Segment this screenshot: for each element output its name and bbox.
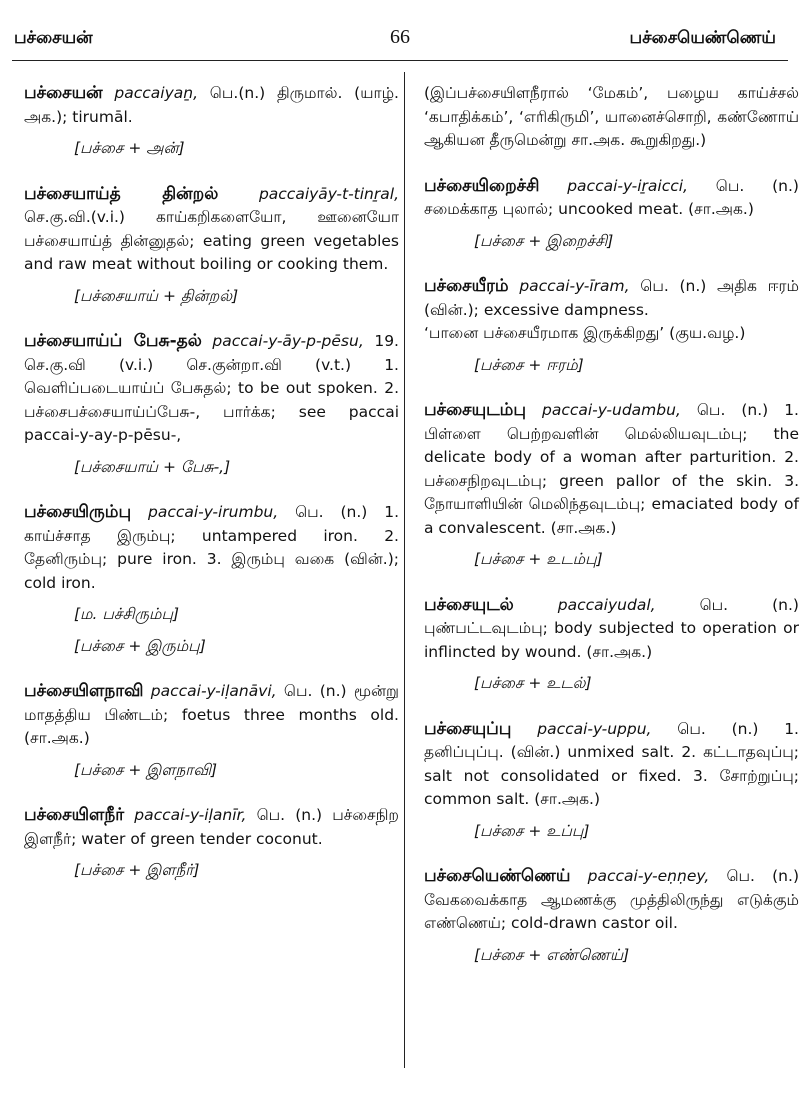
page-header: [0, 0, 800, 66]
dictionary-entry: [424, 594, 799, 696]
entry-transliteration: paccaiyudal,: [557, 595, 656, 614]
usage-example: ‘பானை பச்சையீரமாக இருக்கிறது’ (குய.வழ.): [424, 324, 746, 342]
entry-body: பெ.(n.) திருமால். (யாழ். அக.); tirumāl.: [24, 84, 399, 126]
etymology: [பச்சை + இளநீர்]: [74, 861, 200, 879]
right-running-head: பச்சையெண்ணெய்: [629, 28, 776, 48]
etymology: [பச்சை + உடல்]: [474, 674, 592, 692]
entry-definition: [24, 680, 399, 751]
entry-definition: [424, 175, 799, 222]
etymology: [பச்சை + இறைச்சி]: [474, 231, 614, 250]
etymology: [பச்சை + அன்]: [74, 139, 185, 157]
entry-body: பெ. (n.) 1. காய்ச்சாத இரும்பு; untampered iron. 2. தேனிரும்பு; pure iron. 3. இரும்பு வகை (வின்.); cold iron.: [24, 503, 399, 592]
entry-headword: பச்சையன்: [24, 83, 103, 103]
entry-body: பெ. (n.) புண்பட்டவுடம்பு; body subjected to operation or inflincted by wound. (சா.அக.): [424, 595, 799, 661]
dictionary-entry: [424, 865, 799, 967]
entry-definition: [424, 399, 799, 540]
continuation-text: (இப்பச்சையிளநீரால் ‘மேகம்’, பழைய காய்ச்சல் ‘கபாதிக்கம்’, ‘எரிகிருமி’, யானைச்சொறி, கண்ணோய் ஆகியன தீருமென்று சா.அக. கூறுகிறது.): [424, 84, 799, 149]
entry-body: பெ. (n.) வேகவைக்காத ஆமணக்கு முத்திலிருந்து எடுக்கும் எண்ணெய்; cold-drawn castor oil.: [424, 867, 799, 932]
entry-transliteration: paccai-y-eṇṇey,: [587, 867, 710, 885]
dictionary-entry: [24, 680, 399, 782]
entry-transliteration: paccaiyāy-t-tinṟal,: [258, 184, 399, 203]
entry-body: பெ. (n.) அதிக ஈரம் (வின்.); excessive dampness.: [424, 277, 799, 319]
entry-transliteration: paccai-y-udambu,: [542, 401, 681, 419]
entry-headword: பச்சையிறைச்சி: [424, 175, 540, 196]
dictionary-entry: [424, 399, 799, 572]
entry-definition: [24, 82, 399, 129]
entry-definition: [24, 183, 399, 277]
column-divider: [404, 72, 405, 1068]
entry-transliteration: paccai-y-iṟaicci,: [567, 176, 688, 195]
entry-body: செ.கு.வி.(v.i.) காய்கறிகளையோ, ஊனையோ பச்சையாய்த் தின்னுதல்; eating green vegetables and raw meat without boiling or cooking them.: [24, 208, 399, 273]
entry-definition: [24, 501, 399, 595]
entry-headword: பச்சையாய்த் தின்றல்: [24, 183, 219, 204]
entry-transliteration: paccai-y-irumbu,: [148, 503, 279, 521]
entry-headword: பச்சையுடம்பு: [424, 400, 526, 420]
entry-transliteration: paccai-y-iḷanāvi,: [150, 682, 277, 700]
entry-transliteration: paccai-y-iḷanīr,: [134, 806, 247, 824]
entry-body: பெ. (n.) பச்சைநிற இளநீர்; water of green tender coconut.: [24, 806, 399, 848]
entry-body: 19. செ.கு.வி (v.i.) செ.குன்றா.வி (v.t.) 1. வெளிப்படையாய்ப் பேசுதல்; to be out spoken. 2. பச்சைபச்சையாய்ப்பேசு-, பார்க்க; see paccai paccai-y-ay-p-pēsu-,: [24, 332, 399, 444]
entry-definition: [424, 275, 799, 322]
entry-headword: பச்சையிளநீர்: [24, 805, 125, 825]
entry-headword: பச்சையுடல்: [424, 594, 514, 615]
continued-entry: [424, 82, 799, 153]
dictionary-entry: [24, 804, 399, 883]
entry-definition: [424, 865, 799, 936]
etymology: [பச்சை + ஈரம்]: [474, 355, 584, 374]
dictionary-entry: [424, 175, 799, 254]
page-number: 66: [390, 26, 410, 48]
entry-body: பெ. (n.) 1. பிள்ளை பெற்றவளின் மெல்லியவுடம்பு; the delicate body of a woman after parturition. 2. பச்சைநிறவுடம்பு; green pallor of the skin. 3. நோயாளியின் மெலிந்தவுடம்பு; emaciated body of a convalescent. (சா.அக.): [424, 401, 799, 537]
entry-definition: [424, 718, 799, 812]
etymology: [பச்சை + இளநாவி]: [74, 760, 218, 779]
etymology: [பச்சை + உப்பு]: [474, 821, 590, 840]
etymology: [பச்சை + இரும்பு]: [74, 636, 206, 655]
entry-definition: [24, 804, 399, 851]
entry-headword: பச்சையுப்பு: [424, 718, 512, 739]
left-running-head: பச்சையன்: [14, 28, 93, 48]
etymology: [ம. பச்சிரும்பு]: [74, 605, 180, 623]
entry-headword: பச்சையிரும்பு: [24, 502, 132, 522]
etymology: [பச்சை + உடம்பு]: [474, 550, 603, 568]
etymology: [பச்சையாய் + தின்றல்]: [74, 286, 239, 305]
dictionary-entry: [424, 275, 799, 377]
right-column: [424, 82, 799, 989]
entry-transliteration: paccaiyaṉ,: [114, 84, 199, 102]
entry-body: பெ. (n.) சமைக்காத புலால்; uncooked meat. (சா.அக.): [424, 176, 799, 218]
entry-body: பெ. (n.) 1. தனிப்புப்பு. (வின்.) unmixed salt. 2. கட்டாதவுப்பு; salt not consolidated or fixed. 3. சோற்றுப்பு; common salt. (சா.அக.): [424, 719, 799, 808]
entry-transliteration: paccai-y-uppu,: [537, 719, 652, 738]
entry-transliteration: paccai-y-īram,: [519, 277, 630, 295]
dictionary-entry: [24, 183, 399, 309]
left-column: [24, 82, 399, 905]
entry-headword: பச்சையெண்ணெய்: [424, 866, 571, 886]
dictionary-entry: [24, 330, 399, 479]
etymology: [பச்சை + எண்ணெய்]: [474, 945, 630, 964]
dictionary-entry: [24, 82, 399, 161]
entry-transliteration: paccai-y-āy-p-pēsu,: [212, 332, 364, 350]
header-rule: [12, 60, 788, 61]
entry-headword: பச்சையாய்ப் பேசு-தல்: [24, 331, 202, 351]
entry-definition: [24, 330, 399, 448]
entry-body: பெ. (n.) மூன்று மாதத்திய பிண்டம்; foetus three months old. (சா.அக.): [24, 682, 399, 747]
etymology: [பச்சையாய் + பேசு-,]: [74, 457, 231, 476]
entry-headword: பச்சையிளநாவி: [24, 681, 144, 701]
dictionary-entry: [24, 501, 399, 658]
entry-definition: [424, 594, 799, 665]
dictionary-entry: [424, 718, 799, 844]
entry-headword: பச்சையீரம்: [424, 276, 509, 296]
